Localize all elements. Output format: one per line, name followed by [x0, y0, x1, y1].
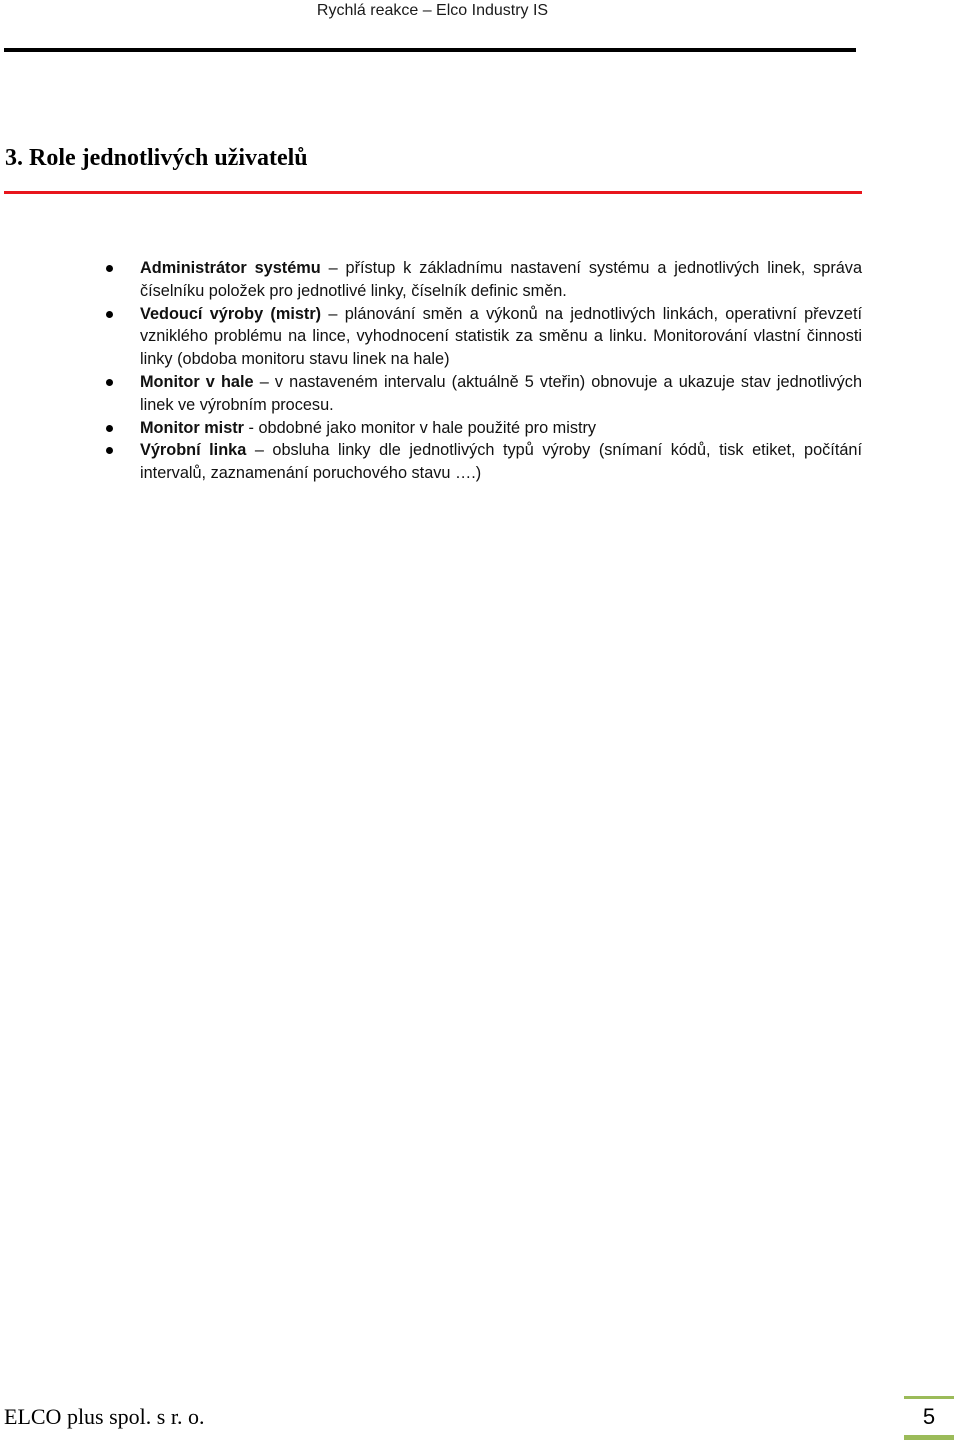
role-item-production-manager — [100, 303, 862, 371]
footer-company: ELCO plus spol. s r. o. — [4, 1404, 205, 1429]
role-name: Vedoucí výroby (mistr) — [140, 304, 322, 323]
role-item-administrator — [100, 257, 862, 303]
header-rule — [4, 48, 856, 52]
role-description: – přístup k základnímu nastavení systému a jednotlivých linek, správa číselníku položek pro jednotlivé linky, číselník definic směn. — [140, 259, 862, 300]
role-name: Monitor v hale — [140, 372, 254, 391]
role-description: – v nastaveném intervalu (aktuálně 5 vteřin) obnovuje a ukazuje stav jednotlivých linek ve výrobním procesu. — [140, 372, 862, 414]
role-description: – plánování směn a výkonů na jednotlivých linkách, operativní převzetí vzniklého problému na lince, vyhodnocení statistik za směnu a linku. Monitorování vlastní činnosti linky (obdoba monitoru stavu linek na hale) — [140, 304, 862, 369]
role-name: Administrátor systému — [140, 259, 321, 277]
role-list — [100, 257, 862, 485]
role-name: Monitor mistr — [140, 418, 245, 437]
page-number-box — [904, 1396, 954, 1440]
role-name: Výrobní linka — [140, 441, 247, 460]
title-rule — [4, 191, 862, 194]
role-item-hall-monitor — [100, 371, 862, 417]
page-number: 5 — [922, 1404, 936, 1429]
section-title: 3. Role jednotlivých uživatelů — [5, 145, 308, 171]
running-header: Rychlá reakce – Elco Industry IS — [316, 2, 549, 19]
bullet-icon — [106, 379, 113, 386]
bullet-icon — [106, 311, 113, 318]
bullet-icon — [106, 425, 113, 432]
bullet-icon — [106, 447, 113, 454]
role-description: – obsluha linky dle jednotlivých typů výroby (snímaní kódů, tisk etiket, počítání intervalů, zaznamenání poruchového stavu ….) — [140, 441, 862, 483]
role-item-foreman-monitor — [100, 417, 862, 440]
role-description: - obdobné jako monitor v hale použité pro mistry — [244, 418, 597, 437]
bullet-icon — [106, 265, 113, 272]
role-item-production-line — [100, 439, 862, 485]
